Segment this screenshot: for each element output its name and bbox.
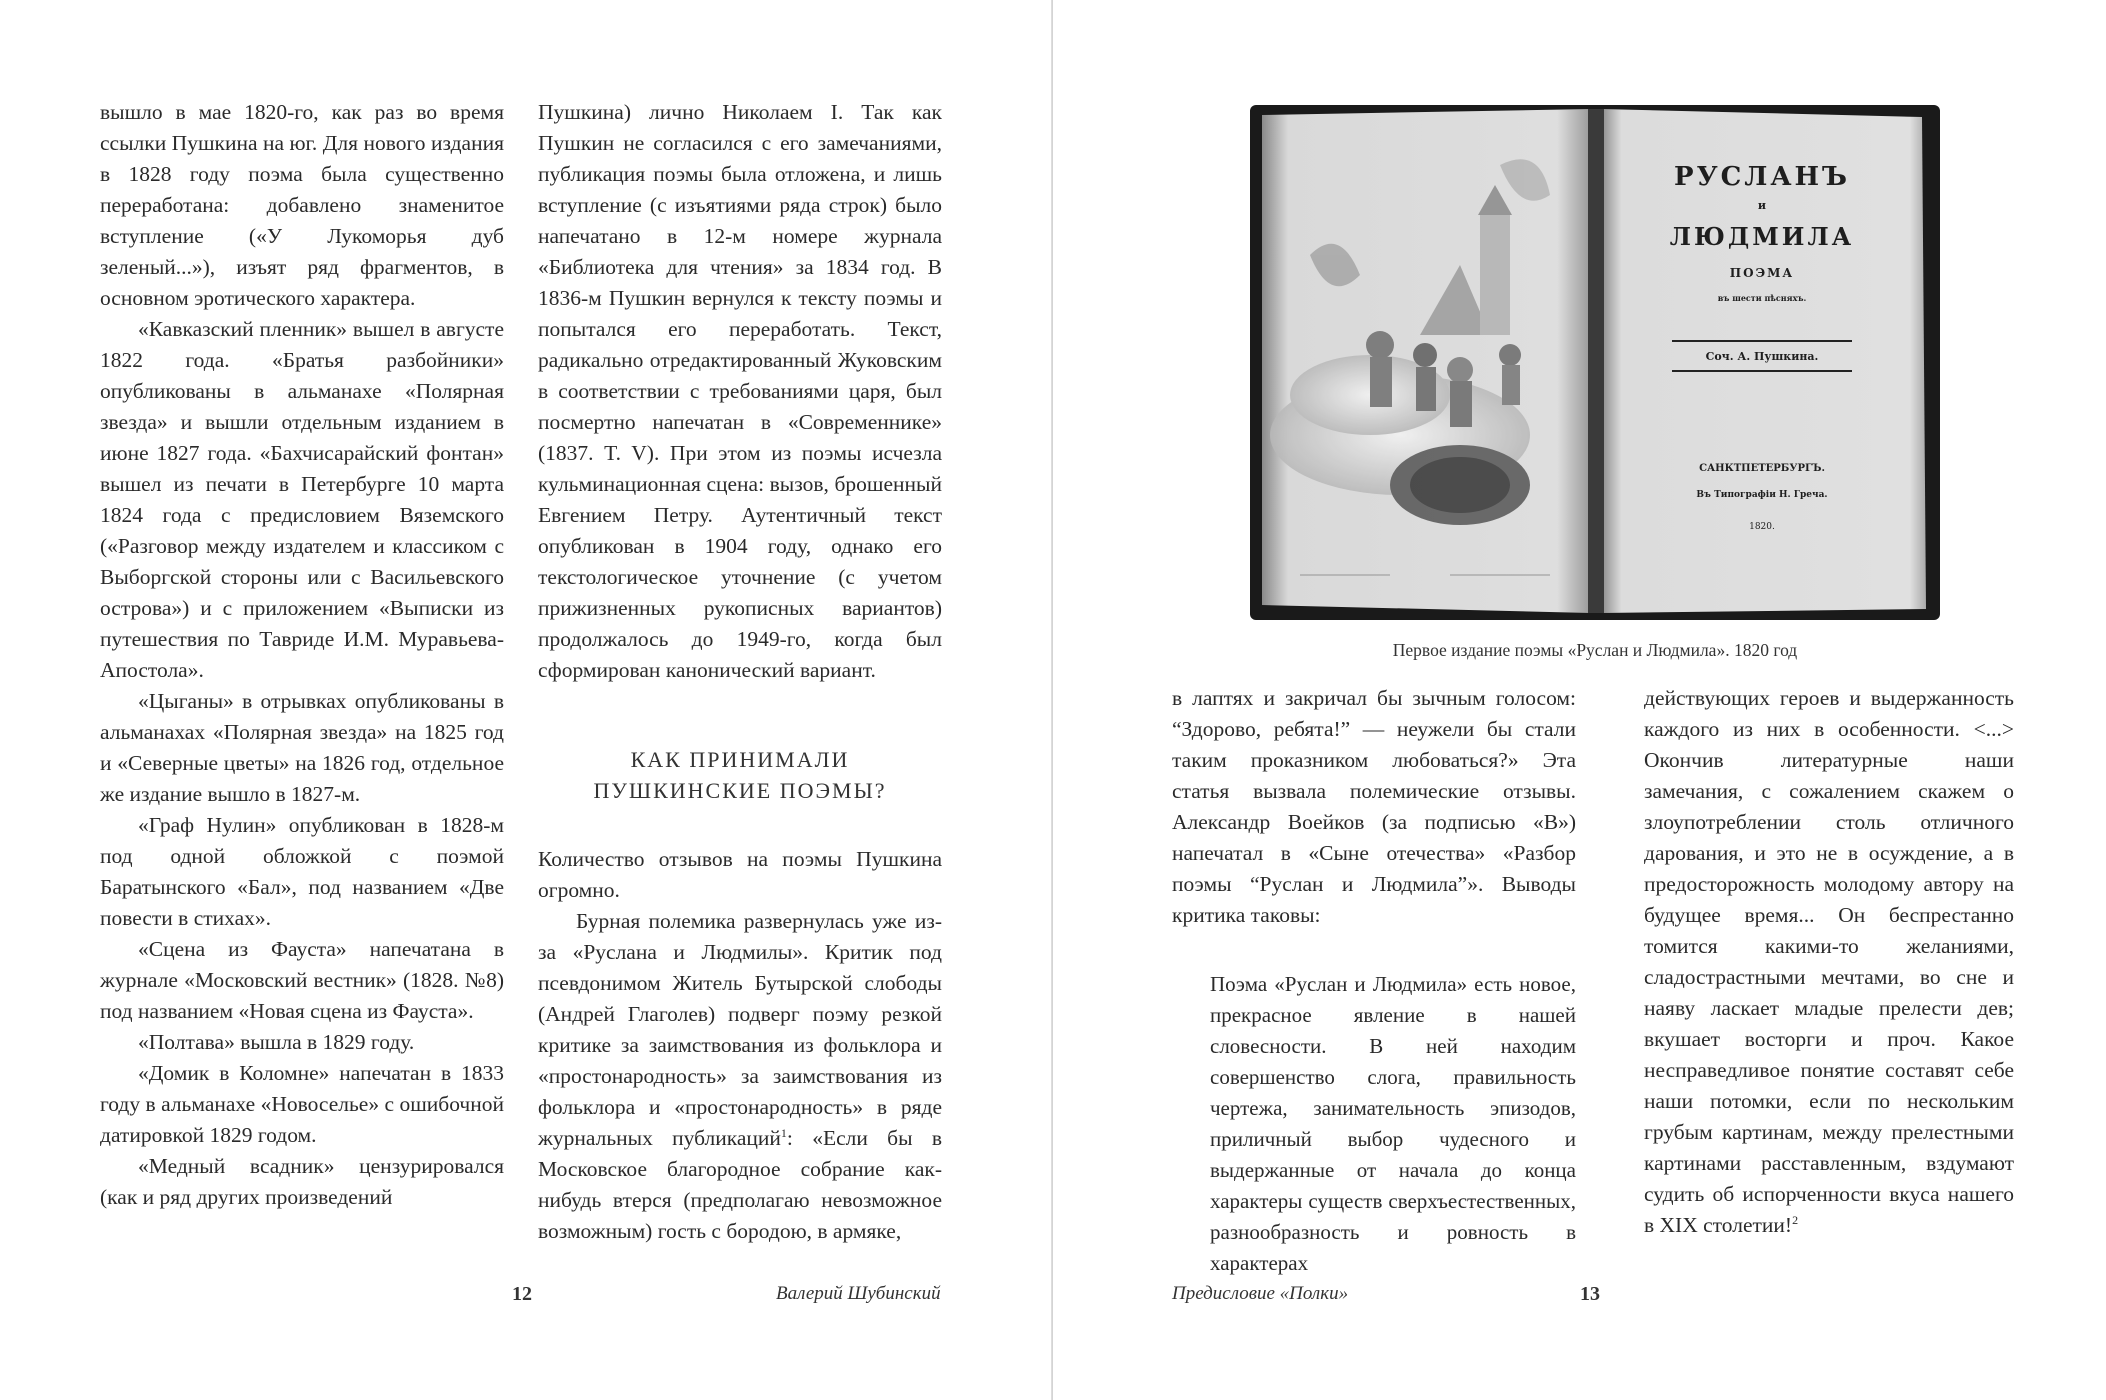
book-title-line-2: ЛЮДМИЛА xyxy=(1669,222,1855,251)
book-subtitle: ПОЭМА xyxy=(1729,266,1795,280)
page-number-left: 12 xyxy=(512,1283,532,1305)
book-year: 1820. xyxy=(1749,522,1775,532)
paragraph: Пушкина) лично Николаем I. Так как Пушкин не согласился с его замечаниями, публикация поэмы была отложена, и лишь вступление (с изъятиями ряда строк) было напечатано в 12-м номере журнала «Библиотека для чтения» за 1834 год. В 1836-м Пушкин вернулся к тексту поэмы и попытался его переработать. Текст, радикально отредактированный Жуковским в соответствии с требованиями царя, был посмертно напечатан в «Современнике» (1837. T. V). При этом из поэмы исчезла кульминационная сцена: вызов, брошенный Евгением Петру. Аутентичный текст опубликован в 1904 году, однако его текстологическое уточнение (с учетом прижизненных рукописных вариантов) продолжалось до 1949-го, когда был сформирован канонический вариант. xyxy=(538,100,942,682)
paragraph: в лаптях и закричал бы зычным голосом: “Здорово, ребята!” — неужели бы стали таким проказником любоваться?» Эта статья вызвала полемические отзывы. Александр Воейков (за подписью «В») напечатал в «Сыне отечества» «Разбор поэмы “Руслан и Людмила”». Выводы критика таковы: xyxy=(1172,686,1576,927)
paragraph: вышло в мае 1820-го, как раз во время ссылки Пушкина на юг. Для нового издания в 1828 году поэма была существенно переработана: добавлено знаменитое вступление («У Лукоморья дуб зеленый...»), изъят ряд фрагментов, в основном эротического характера. xyxy=(100,100,504,310)
footnote-marker: 2 xyxy=(1792,1212,1799,1227)
book-printer: Въ Типографіи Н. Греча. xyxy=(1696,490,1828,500)
book-subtitle-2: въ шести пѣсняхъ. xyxy=(1717,293,1807,303)
paragraph xyxy=(1644,683,2014,1241)
page-number-right: 13 xyxy=(1580,1283,1600,1305)
section-heading-line-1: КАК ПРИНИМАЛИ xyxy=(630,747,850,772)
paragraph-text: : «Если бы в Московское благородное собрание как-нибудь втерся (предполагаю невозможное возможным) гость с бородою, в армяке, xyxy=(538,1126,942,1243)
right-column-1 xyxy=(1172,683,1576,1279)
book-spine xyxy=(1588,109,1604,613)
running-head-section: Предисловие «Полки» xyxy=(1172,1283,1349,1304)
paragraph xyxy=(538,906,942,1247)
paragraph: «Цыганы» в отрывках опубликованы в альманахах «Полярная звезда» на 1825 год и «Северные цветы» на 1826 год, отдельное же издание вышло в 1827-м. xyxy=(100,689,504,806)
paragraph: «Сцена из Фауста» напечатана в журнале «Московский вестник» (1828. №8) под названием «Новая сцена из Фауста». xyxy=(100,937,504,1023)
running-head-author: Валерий Шубинский xyxy=(776,1283,941,1304)
book-photo-figure xyxy=(1250,105,1940,620)
paragraph-text: действующих героев и выдержанность каждого из них в особенности. <...> Окончив литературные наши замечания, с сожалением скажем о злоупотреблении столь отличного дарования, и это не в осуждение, а в предосторожность молодому автору на будущее время... Он беспрестанно томится какими-то желаниями, сладострастными мечтами, во сне и наяву ласкает младые прелести дев; вкушает восторги и проч. Какое несправедливое понятие составят себе наши потомки, если по нескольким грубым картинам, между прелестными картинами расставленным, вздумают судить об испорченности вкуса нашего в XIX столетии! xyxy=(1644,686,2014,1237)
block-quote xyxy=(1210,969,1576,1279)
figure-caption: Первое издание поэмы «Руслан и Людмила». 1820 год xyxy=(1392,640,1798,660)
book-city: САНКТПЕТЕРБУРГЪ. xyxy=(1699,463,1825,474)
paragraph: «Домик в Коломне» напечатан в 1833 году в альманахе «Новоселье» с ошибочной датировкой 1829 годом. xyxy=(100,1061,504,1147)
section-heading xyxy=(538,744,942,806)
paragraph-text: Бурная полемика развернулась уже из-за «Руслана и Людмилы». Критик под псевдонимом Житель Бутырской слободы (Андрей Глаголев) подверг поэму резкой критике за заимствования из фольклора и «простонародность» за заимствования из фольклора и «простонародность» в ряде журнальных публикаций xyxy=(538,909,942,1150)
footnote-marker: 1 xyxy=(780,1125,787,1140)
book-author: Соч. А. Пушкина. xyxy=(1705,350,1819,363)
right-column-2 xyxy=(1644,683,2014,1241)
paragraph: «Граф Нулин» опубликован в 1828-м под одной обложкой с поэмой Баратынского «Бал», под названием «Две повести в стихах». xyxy=(100,813,504,930)
paragraph: Количество отзывов на поэмы Пушкина огромно. xyxy=(538,847,942,902)
left-column-1 xyxy=(100,97,504,1213)
paragraph: «Полтава» вышла в 1829 году. xyxy=(138,1030,415,1054)
left-column-2 xyxy=(538,97,942,1247)
book-title-and: и xyxy=(1757,199,1767,212)
quote-text: Поэма «Руслан и Людмила» есть новое, прекрасное явление в нашей словесности. В ней находим совершенство слога, правильность чертежа, занимательность эпизодов, приличный выбор чудесного и выдержанные от начала до конца характеры существ сверхъестественных, разнообразность и ровность в характерах xyxy=(1210,972,1576,1275)
section-heading-line-2: ПУШКИНСКИЕ ПОЭМЫ? xyxy=(593,778,887,803)
paragraph: «Кавказский пленник» вышел в августе 1822 года. «Братья разбойники» опубликованы в альманахе «Полярная звезда» и вышли отдельным изданием в июне 1827 года. «Бахчисарайский фонтан» вышел из печати в Петербурге 10 марта 1824 года с предисловием Вяземского («Разговор между издателем и классиком с Выборгской стороны или с Васильевского острова») и с приложением «Выписки из путешествия по Тавриде И.М. Муравьева-Апостола». xyxy=(100,317,504,682)
book-title-line-1: РУСЛАНЪ xyxy=(1674,162,1850,192)
paragraph: «Медный всадник» цензурировался (как и ряд других произведений xyxy=(100,1154,504,1209)
